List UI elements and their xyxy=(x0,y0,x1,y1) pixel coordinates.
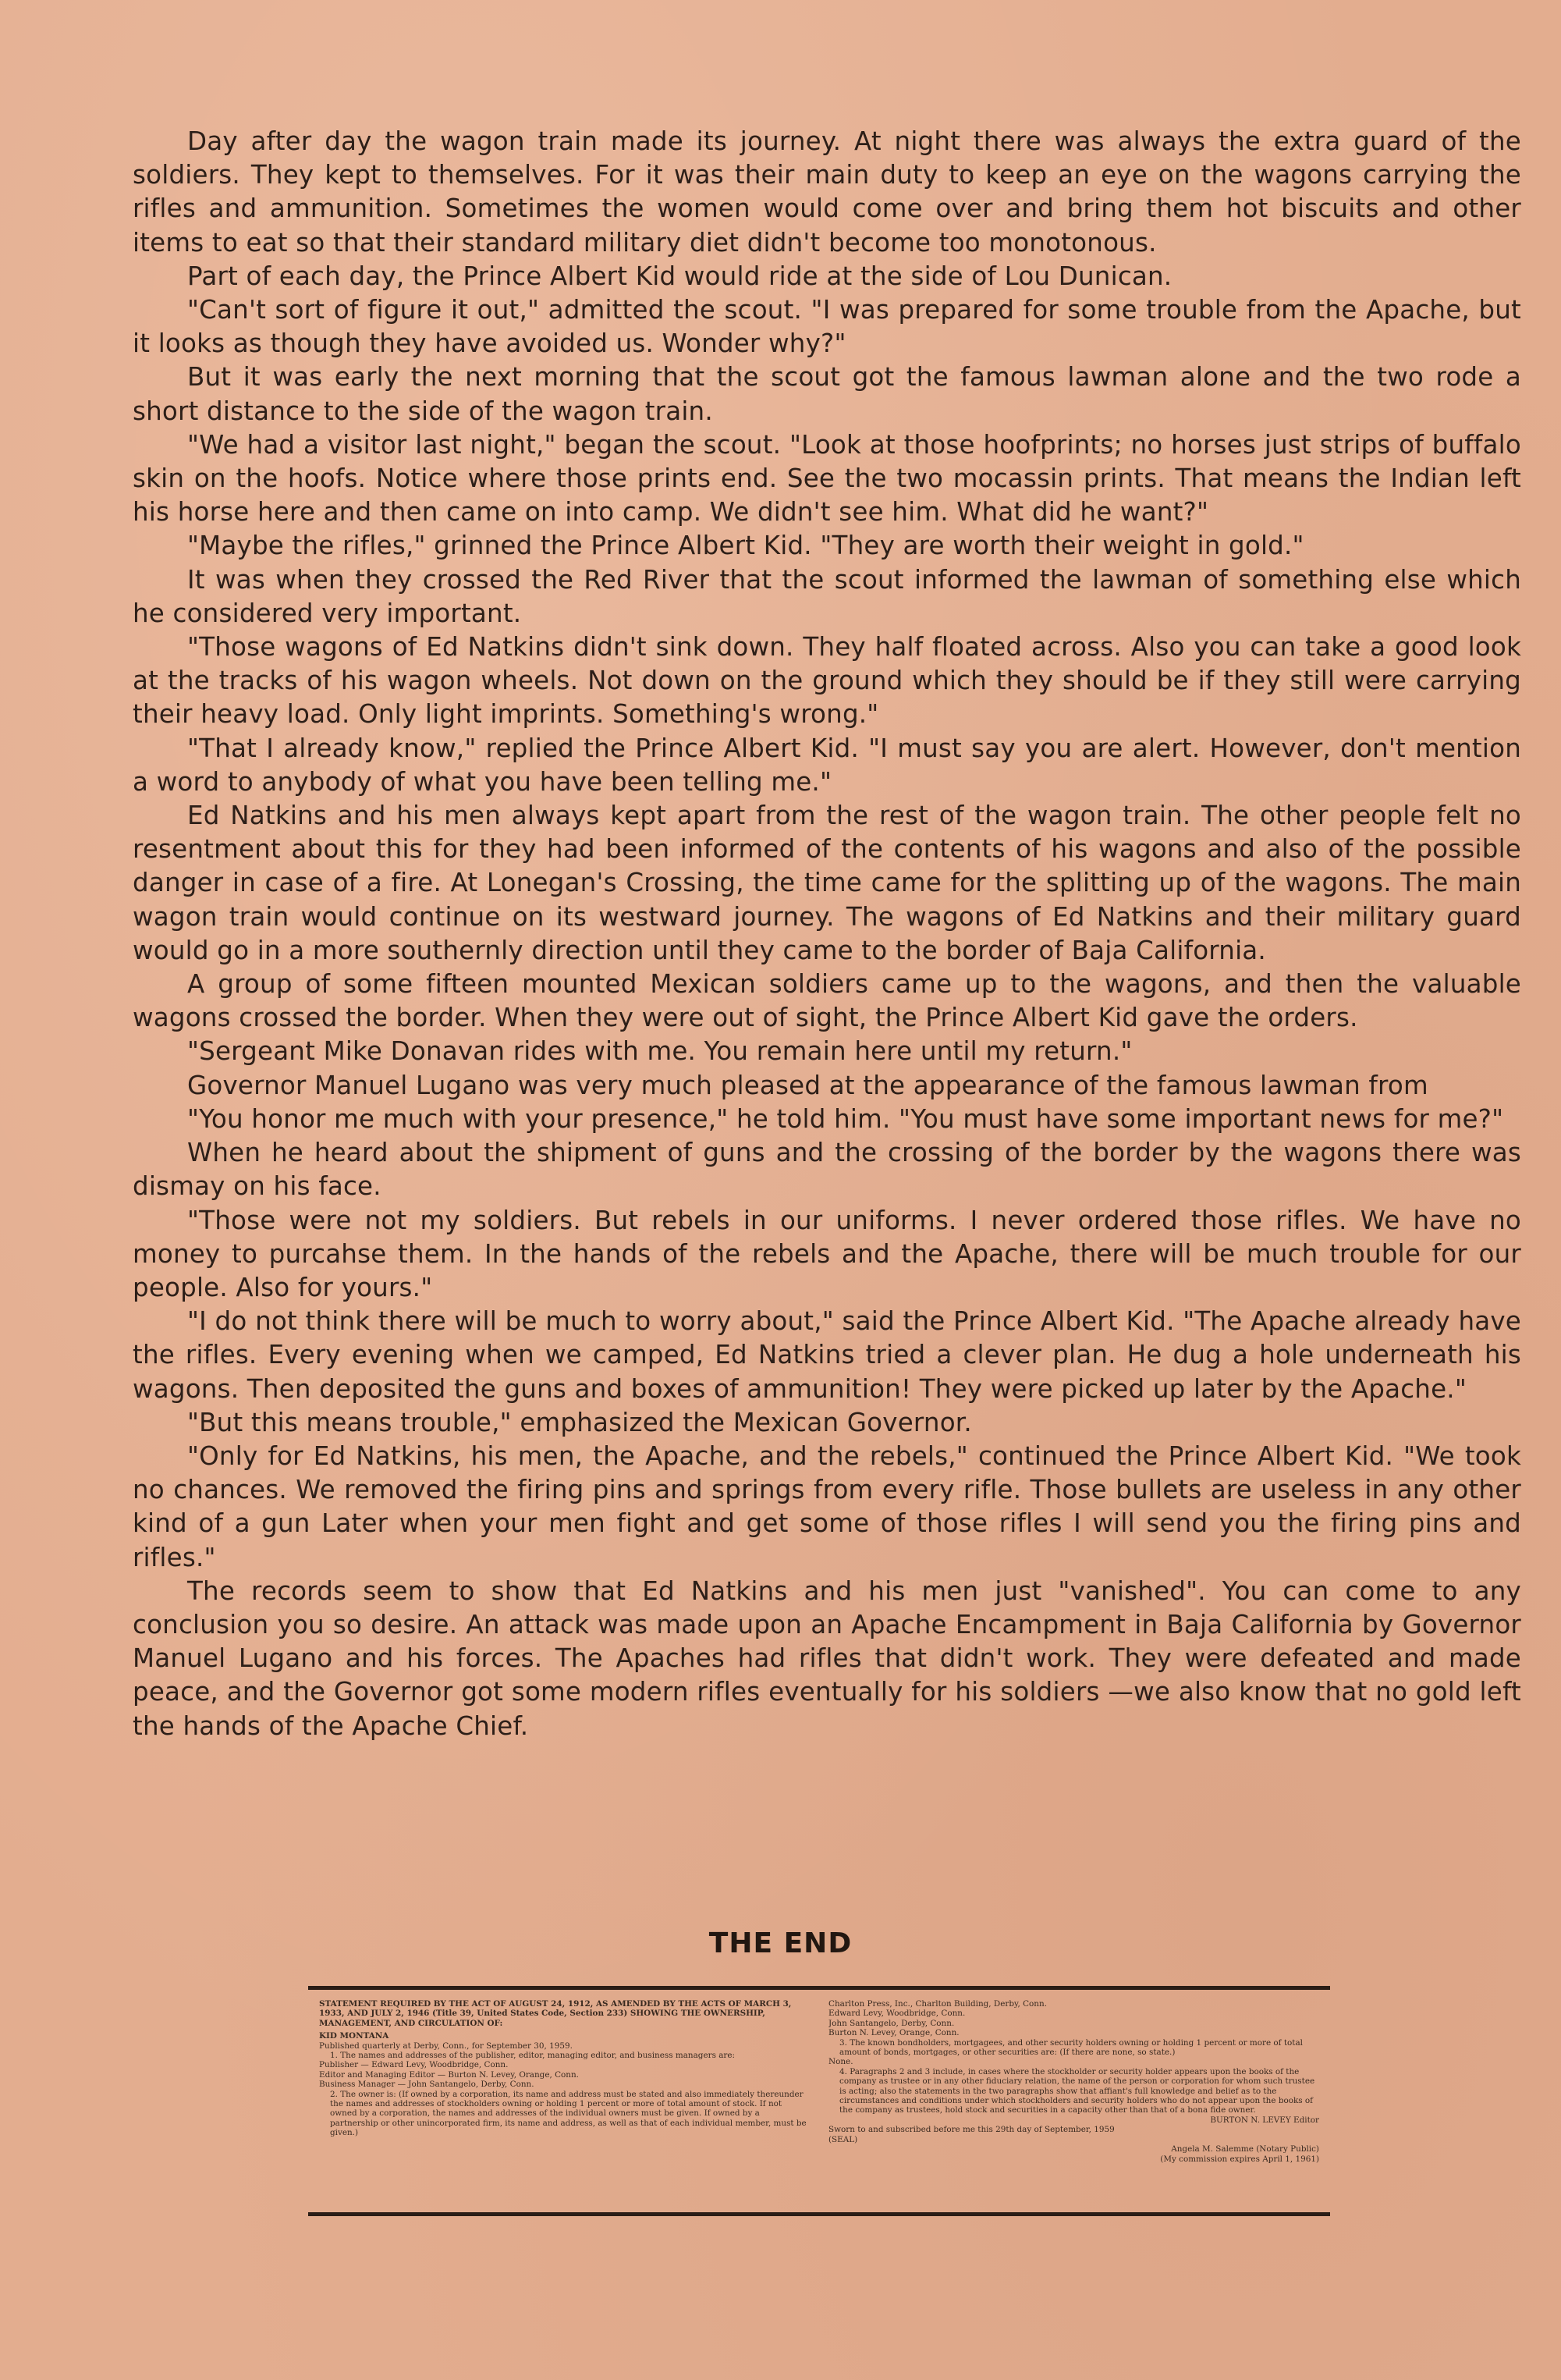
story-paragraph: "That I already know," replied the Prince Albert Kid. "I must say you are alert. However, don't mention a word to anybody of what you have been telling me." xyxy=(133,733,1521,797)
story-paragraph: Ed Natkins and his men always kept apart from the rest of the wagon train. The other people felt no resentment about this for they had been informed of the contents of his wagons and also of the possible danger in case of a fire. At Lonegan's Crossing, the time came for the splitting up of the wagons. The main wagon train would continue on its westward journey. The wagons of Ed Natkins and their military guard would go in a more southernly direction until they came to the border of Baja California. xyxy=(133,801,1521,965)
statement-magazine: KID MONTANA xyxy=(319,2031,389,2041)
statement-item-3: 3. The known bondholders, mortgagees, and other security holders owning or holding 1 percent or more of total amount of bonds, mortgages, or other securities are: (If there are none, so state.) xyxy=(839,2037,1303,2058)
story-paragraph: "Sergeant Mike Donavan rides with me. You remain here until my return." xyxy=(187,1036,1133,1067)
story-paragraph: "I do not think there will be much to worry about," said the Prince Albert Kid. "The Apache already have the rifles. Every evening when we camped, Ed Natkins tried a clever plan. He dug a hole underneath his wagons. Then deposited the guns and boxes of ammunition! They were picked up later by the Apache." xyxy=(133,1306,1521,1404)
story-paragraph: "But this means trouble," emphasized the Mexican Governor. xyxy=(187,1407,972,1437)
statement-owner: Edward Levy, Woodbridge, Conn. xyxy=(828,2009,966,2019)
statement-owner: Charlton Press, Inc., Charlton Building, Derby, Conn. xyxy=(828,1999,1047,2009)
story-text xyxy=(133,125,1521,1743)
story-paragraph: Part of each day, the Prince Albert Kid would ride at the side of Lou Dunican. xyxy=(187,261,1173,291)
statement-seal: (SEAL) xyxy=(828,2134,858,2144)
statement-signature: BURTON N. LEVEY Editor xyxy=(1210,2115,1319,2125)
statement-item-2: 2. The owner is: (If owned by a corporation, its name and address must be stated and also immediately thereunder the names and addresses of stockholders owning or holding 1 percent or more of total amount of stock. If not owned by a corporation, the names and addresses of the individual owners must be given. If owned by a partnership or other unincorporated firm, its name and address, as well as that of each individual member, must be given.) xyxy=(330,2089,807,2138)
ownership-statement xyxy=(308,1986,1330,2216)
story-paragraph: "Maybe the rifles," grinned the Prince Albert Kid. "They are worth their weight in gold." xyxy=(187,531,1304,561)
story-paragraph: "Can't sort of figure it out," admitted the scout. "I was prepared for some trouble from the Apache, but it looks as though they have avoided us. Wonder why?" xyxy=(133,295,1521,359)
statement-sworn: Sworn to and subscribed before me this 29th day of September, 1959 xyxy=(828,2125,1115,2135)
statement-item-4: 4. Paragraphs 2 and 3 include, in cases where the stockholder or security holder appears upon the books of the company as trustee or in any other fiduciary relation, the name of the person or corporation for whom such trustee is acting; also the statements in the two paragraphs show that affiant's full knowledge and belief as to the circumstances and conditions under which stockholders and security holders who do not appear upon the books of the company as trustees, hold stock and securities in a capacity other than that of a bona fide owner. xyxy=(839,2066,1315,2115)
statement-left-column xyxy=(319,1999,810,2203)
statement-published: Published quarterly at Derby, Conn., for September 30, 1959. xyxy=(319,2041,573,2051)
story-paragraph: "Those were not my soldiers. But rebels in our uniforms. I never ordered those rifles. We have no money to purcahse them. In the hands of the rebels and the Apache, there will be much trouble for our people. Also for yours." xyxy=(133,1205,1521,1302)
statement-editor: Editor and Managing Editor — Burton N. Levey, Orange, Conn. xyxy=(319,2069,579,2080)
story-paragraph: "You honor me much with your presence," he told him. "You must have some important news for me?" xyxy=(187,1103,1504,1134)
story-paragraph: But it was early the next morning that the scout got the famous lawman alone and the two rode a short distance to the side of the wagon train. xyxy=(133,362,1521,426)
statement-business-manager: Business Manager — John Santangelo, Derby, Conn. xyxy=(319,2080,534,2090)
story-paragraph: A group of some fifteen mounted Mexican soldiers came up to the wagons, and then the valuable wagons crossed the border. When they were out of sight, the Prince Albert Kid gave the orders. xyxy=(133,969,1521,1033)
statement-none: None. xyxy=(828,2057,853,2067)
story-paragraph: It was when they crossed the Red River that the scout informed the lawman of something else which he considered very important. xyxy=(133,564,1521,628)
story-paragraph: Governor Manuel Lugano was very much pleased at the appearance of the famous lawman from xyxy=(187,1070,1428,1100)
story-paragraph: Day after day the wagon train made its journey. At night there was always the extra guard of the soldiers. They kept to themselves. For it was their main duty to keep an eye on the wagons carrying the rifles and ammunition. Sometimes the women would come over and bring them hot biscuits and other items to eat so that their standard military diet didn't become too monotonous. xyxy=(133,126,1521,258)
statement-heading: STATEMENT REQUIRED BY THE ACT OF AUGUST 24, 1912, AS AMENDED BY THE ACTS OF MARCH 3, 1933, AND JULY 2, 1946 (Title 39, United States Code, Section 233) SHOWING THE OWNERSHIP, MANAGEMENT, AND CIRCULATION OF: xyxy=(319,1999,792,2028)
statement-publisher: Publisher — Edward Levy, Woodbridge, Conn. xyxy=(319,2060,509,2070)
statement-notary: Angela M. Salemme (Notary Public) xyxy=(1171,2144,1319,2154)
statement-owner: John Santangelo, Derby, Conn. xyxy=(828,2018,955,2028)
story-paragraph: When he heard about the shipment of guns and the crossing of the border by the wagons there was dismay on his face. xyxy=(133,1138,1521,1202)
statement-commission: (My commission expires April 1, 1961) xyxy=(1160,2154,1319,2164)
story-paragraph: "We had a visitor last night," began the scout. "Look at those hoofprints; no horses just strips of buffalo skin on the hoofs. Notice where those prints end. See the two mocassin prints. That means the Indian left his horse here and then came on into camp. We didn't see him. What did he want?" xyxy=(133,429,1521,528)
story-paragraph: "Those wagons of Ed Natkins didn't sink down. They half floated across. Also you can take a good look at the tracks of his wagon wheels. Not down on the ground which they should be if they still were carrying their heavy load. Only light imprints. Something's wrong." xyxy=(133,632,1521,730)
story-paragraph: "Only for Ed Natkins, his men, the Apache, and the rebels," continued the Prince Albert Kid. "We took no chances. We removed the firing pins and springs from every rifle. Those bullets are useless in any other kind of a gun Later when your men fight and get some of those rifles I will send you the firing pins and rifles." xyxy=(133,1440,1521,1572)
story-paragraph: The records seem to show that Ed Natkins and his men just "vanished". You can come to any conclusion you so desire. An attack was made upon an Apache Encampment in Baja California by Governor Manuel Lugano and his forces. The Apaches had rifles that didn't work. They were defeated and made peace, and the Governor got some modern rifles eventually for his soldiers —we also know that no gold left the hands of the Apache Chief. xyxy=(133,1575,1521,1741)
the-end-heading: THE END xyxy=(708,1927,853,1959)
statement-owner: Burton N. Levey, Orange, Conn. xyxy=(828,2028,960,2038)
statement-item-1: 1. The names and addresses of the publisher, editor, managing editor, and business managers are: xyxy=(330,2051,736,2061)
statement-right-column xyxy=(828,1999,1319,2203)
